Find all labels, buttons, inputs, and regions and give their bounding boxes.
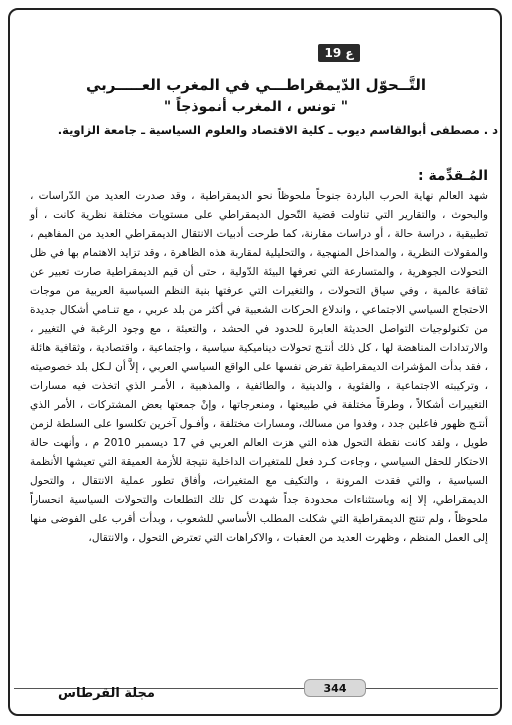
body-paragraph: شهد العالم نهاية الحرب الباردة جنوحاً ملحوظاً نحو الديمقراطية ، وقد صدرت العديد من الدّراسات ، والبحوث ، والتقارير التي تناولت قضية التّحول الديمقراطي على مستويات مختلفة نظرية كانت ، أو تطبيقية ، دراسة حالة ، أو دراسات مقارنة، كما طرحت أدبيات الانتقال الديمقراطي العديد من المفاهيم ، والمقولات النظرية ، والمداخل المنهجية ، والتحليلية لمقاربة هذه الظاهرة ، وقد تزايد الاهتمام بها في ظل التحولات الجوهرية ، والمتسارعة التي تعرفها البيئة الدّولية ، حتى أن قيم الديمقراطية صارت تعبير عن ثقافة عالمية ، وفي سياق التحولات ، والتغيرات التي عرفتها بنية النظم السياسية العربية من موجات الاحتجاج السياسي الاجتماعي ، واندلاع الحركات الشعبية في أكثر من بلد عربي ، مع تنـامي أشكال جديدة من تكنولوجيات التواصل الحديثة العابرة للحدود في الحشد ، والتعبئة ، مع وجود الرغبة في التغيير ، والارتدادات المناهضة لها ، كل ذلك أنتـج تحولات ديناميكية سياسية ، واجتماعية ، واقتصادية ، وثقافية هائلة ، فقد بدأت المؤشرات الديمقراطية تفرض نفسها على الواقع السياسي العربي ، إلاَّ أن لـكل بلد خصوصيته ، وتركيبته الاجتماعية ، والفئوية ، والدينية ، والطائفية ، والمذهبية ، الأمـر الذي اتخذت فيه مسارات التغييرات أشكالاً ، وطرقاً مختلفة في طبيعتها ، ومنعرجاتها ، وإنْ جمعتها بعض المشتركات ، الأمر الذي أنتـج ظهور فاعلين جدد ، وفدوا من مسالك، ومسارات مختلفة ، وأفـول آخرين تكلسوا على السلطة لزمن طويل ، ولقد كانت نقطة التحول هذه التي هزت العالم العربي في 17 ديسمبر 2010 م ، وأنهت حالة الاحتكار للحقل السياسي ، وجاءت كـرد فعل للمتغيرات الداخلية نتيجة للأزمة العميقة التي تعيشها الأنظمة السياسية ، والتي فقدت المرونة ، والتكيف مع المتغيرات، وأفاق تطور عملية الانتقال ، والتحول الديمقراطي، إلا إنه وباستثناءات محدودة جداً شهدت كل تلك التطلعات والتحولات السياسية انحساراً ملحوظاً ، ولم تنتج الديمقراطية التي شكلت المطلب الأساسي للشعوب ، وبدأت أقرب على الفوضى منها إلى العمل المنظم ، وظهرت العديد من العقبات ، والاكراهات التي تعترض التحول ، والانتقال،	[30, 190, 488, 544]
author-line: د . مصطفى أبوالقاسم ديوب ـ كلية الاقتصاد والعلوم السياسية ـ جامعة الزاوية.	[57, 123, 498, 137]
section-heading: المُـقدِّمة :	[417, 168, 488, 184]
article-subtitle: " تونس ، المغرب أنموذجاً "	[163, 99, 349, 115]
page-number: 344	[304, 679, 366, 697]
issue-badge: ع 19	[318, 44, 360, 62]
journal-name: مجلة القرطاس	[58, 686, 155, 701]
article-title: التَّــحوّل الدّيمقراطـــي في المغرب العـــــربي	[85, 76, 427, 94]
